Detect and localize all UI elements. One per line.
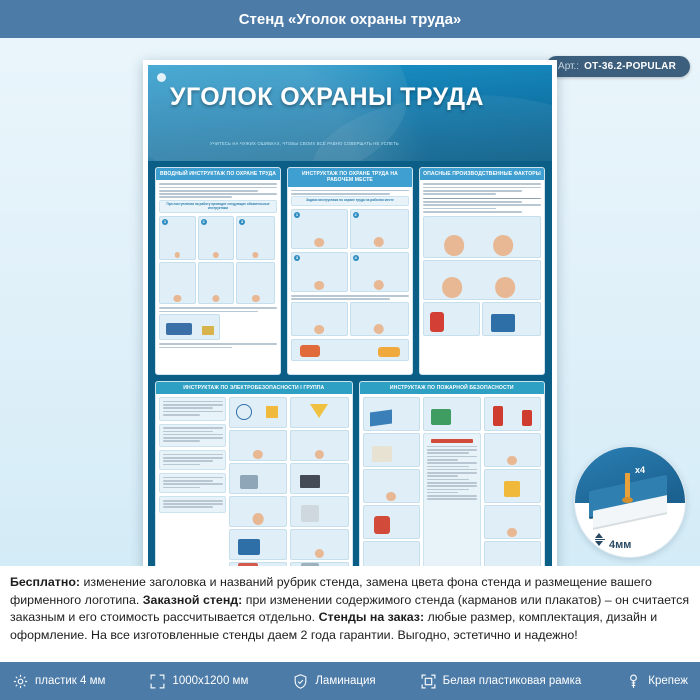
- illustration-row: [291, 252, 409, 292]
- step-number: 3: [295, 255, 299, 261]
- illustration: [198, 262, 235, 304]
- illustration: [198, 216, 235, 260]
- text-line: [423, 211, 522, 213]
- step-number: 1: [295, 212, 299, 218]
- illustration: [484, 505, 541, 539]
- text-block: [159, 450, 226, 470]
- poster-inner: [148, 65, 552, 566]
- text-line: [159, 307, 277, 309]
- illustration: [159, 314, 220, 340]
- illustration: [229, 397, 287, 428]
- poster-row-bottom: [155, 381, 545, 566]
- section-title: ИНСТРУКТАЖ ПО ОХРАНЕ ТРУДА НА РАБОЧЕМ МЕСТЕ: [288, 168, 412, 187]
- section-instruktazh-na-rabochem-meste[interactable]: [287, 167, 413, 375]
- step-number: 2: [202, 219, 205, 225]
- section-body: [288, 187, 412, 374]
- order-label: Стенды на заказ:: [318, 610, 425, 625]
- article-label: Арт.:: [558, 61, 580, 72]
- free-label: Бесплатно:: [10, 575, 81, 589]
- stand-poster[interactable]: [143, 60, 557, 566]
- text-line: [423, 208, 496, 210]
- feature-fastener: [625, 673, 688, 690]
- text-line: [159, 190, 258, 192]
- step-number: 2: [354, 212, 357, 218]
- poster-sections: [148, 161, 552, 566]
- illustration: [423, 216, 541, 258]
- illustration: [363, 469, 420, 503]
- feature-material: [12, 673, 105, 690]
- text-line: [423, 201, 522, 203]
- illustration-row: [291, 302, 409, 336]
- illustration: [229, 496, 287, 527]
- text-line: [423, 204, 541, 206]
- illustration: [484, 397, 541, 431]
- section-vvodnyy-instruktazh[interactable]: [155, 167, 281, 375]
- text-line: [159, 196, 232, 198]
- feature-label: Крепеж: [648, 675, 688, 687]
- illustration: [236, 262, 275, 304]
- text-line: [291, 298, 390, 300]
- shield-icon: [292, 673, 309, 690]
- illustration: [350, 209, 409, 249]
- text-line: [159, 183, 277, 185]
- logo-icon: [157, 73, 166, 82]
- illustration: [290, 562, 348, 566]
- section-subheading: Задачи инструктажа по охране труда на рабочем месте: [306, 198, 394, 203]
- feature-label: пластик 4 мм: [35, 675, 106, 687]
- product-description: [0, 566, 700, 662]
- illustration: [159, 262, 196, 304]
- window-titlebar: [0, 0, 700, 38]
- illustration: [363, 541, 420, 566]
- feature-bar: [0, 662, 700, 700]
- illustration: [290, 529, 348, 560]
- section-body: [360, 394, 544, 566]
- text-block: [423, 433, 480, 566]
- feature-label: Ламинация: [315, 675, 376, 687]
- text-line: [159, 193, 277, 195]
- section-title: ИНСТРУКТАЖ ПО ЭЛЕКТРОБЕЗОПАСНОСТИ I ГРУППА: [156, 382, 352, 394]
- illustration: [290, 430, 348, 461]
- illustration: [229, 562, 287, 566]
- section-body: [420, 180, 544, 374]
- order-text: любые размер, комплектация, дизайн и оформление. На все изготовленные стенды даем 2 года гарантии. Выгодно, эстетично и надежно!: [10, 610, 658, 642]
- feature-lamination: [292, 673, 375, 690]
- illustration: [291, 252, 348, 292]
- text-block: [159, 473, 226, 493]
- illustration: [423, 260, 541, 300]
- text-line: [291, 295, 409, 297]
- section-opasnye-faktory[interactable]: [419, 167, 545, 375]
- gear-icon: [12, 673, 29, 690]
- section-title: ИНСТРУКТАЖ ПО ПОЖАРНОЙ БЕЗОПАСНОСТИ: [360, 382, 544, 394]
- subheading-band: [291, 196, 409, 206]
- poster-row-top: [155, 167, 545, 375]
- section-subheading: При поступлении на работу проводят следующие обязательные инструктажи: [166, 201, 270, 210]
- poster-title: УГОЛОК ОХРАНЫ ТРУДА: [170, 83, 484, 111]
- illustration: [350, 302, 409, 336]
- text-line: [159, 343, 277, 345]
- thickness-arrows-icon: [595, 533, 605, 549]
- page-title: Стенд «Уголок охраны труда»: [238, 10, 462, 28]
- illustration: [423, 397, 480, 431]
- illustration-row: [291, 209, 409, 249]
- custom-text: при изменении содержимого стенда (карманов или плакатов) – он считается заказным и его стоимость рассчитывается отдельно.: [10, 592, 690, 625]
- illustration-column: [363, 397, 420, 566]
- illustration: [229, 529, 287, 560]
- illustration: [291, 302, 348, 336]
- section-pozharnaya-bezopasnost[interactable]: [359, 381, 545, 566]
- mount-thickness: 4мм: [609, 539, 632, 551]
- feature-size: [149, 673, 248, 690]
- poster-header: [148, 65, 552, 161]
- text-block: [159, 496, 226, 513]
- feature-label: Белая пластиковая рамка: [442, 675, 582, 687]
- illustration: [482, 302, 541, 336]
- illustration-grid: [159, 216, 277, 304]
- text-line: [423, 190, 522, 192]
- poster-subtitle: УЧИТЕСЬ НА ЧУЖИХ ОШИБКАХ, ЧТОБЫ СВОИХ ВСЁ РАВНО СОВЕРШАТЬ НЕ УСПЕТЬ: [210, 141, 399, 146]
- text-line: [159, 347, 232, 349]
- illustration: [350, 252, 409, 292]
- illustration: [159, 216, 196, 260]
- text-line: [423, 198, 541, 200]
- text-line: [159, 311, 258, 313]
- subheading-band: [159, 200, 277, 214]
- free-text: изменение заголовка и названий рубрик стенда, замена цвета фона стенда и размещение вашего фирменного логотипа.: [10, 575, 652, 607]
- custom-label: Заказной стенд:: [142, 592, 243, 607]
- text-block: [159, 397, 226, 420]
- text-line: [291, 193, 390, 195]
- resize-icon: [149, 673, 166, 690]
- illustration: [291, 209, 348, 249]
- section-elektrobezopasnost[interactable]: [155, 381, 353, 566]
- illustration: [363, 397, 420, 431]
- text-column: [423, 397, 480, 566]
- section-body: [156, 180, 280, 374]
- illustration-row: [423, 302, 541, 336]
- illustration-column-2: [484, 397, 541, 566]
- section-title: ОПАСНЫЕ ПРОИЗВОДСТВЕННЫЕ ФАКТОРЫ: [420, 168, 544, 180]
- step-number: 4: [354, 255, 357, 261]
- text-line: [423, 193, 496, 195]
- text-line: [291, 190, 409, 192]
- illustration: [290, 397, 348, 428]
- illustration-column: [229, 397, 287, 566]
- product-preview-area: [0, 38, 700, 566]
- text-block: [159, 424, 226, 447]
- illustration-column-2: [290, 397, 348, 566]
- feature-label: 1000x1200 мм: [172, 675, 249, 687]
- illustration: [290, 496, 348, 527]
- illustration: [236, 216, 275, 260]
- illustration: [291, 339, 409, 361]
- screw-icon: [625, 473, 630, 501]
- section-title: ВВОДНЫЙ ИНСТРУКТАЖ ПО ОХРАНЕ ТРУДА: [156, 168, 280, 180]
- illustration: [363, 505, 420, 539]
- illustration: [229, 430, 287, 461]
- illustration: [290, 463, 348, 494]
- feature-frame: [420, 673, 582, 690]
- illustration: [484, 541, 541, 566]
- text-line: [423, 183, 541, 185]
- mount-detail-illustration: [574, 446, 686, 558]
- illustration: [363, 433, 420, 467]
- illustration: [484, 433, 541, 467]
- text-line: [159, 187, 277, 189]
- mount-count: x4: [635, 465, 646, 475]
- text-column: [159, 397, 226, 566]
- step-number: 1: [163, 219, 167, 225]
- fastener-icon: [625, 673, 642, 690]
- frame-icon: [420, 673, 437, 690]
- illustration: [484, 469, 541, 503]
- article-value: ОТ-36.2-POPULAR: [584, 61, 676, 72]
- article-badge: [546, 56, 690, 77]
- illustration: [423, 302, 480, 336]
- text-line: [423, 187, 541, 189]
- section-body: [156, 394, 352, 566]
- step-number: 3: [241, 219, 244, 225]
- illustration: [229, 463, 287, 494]
